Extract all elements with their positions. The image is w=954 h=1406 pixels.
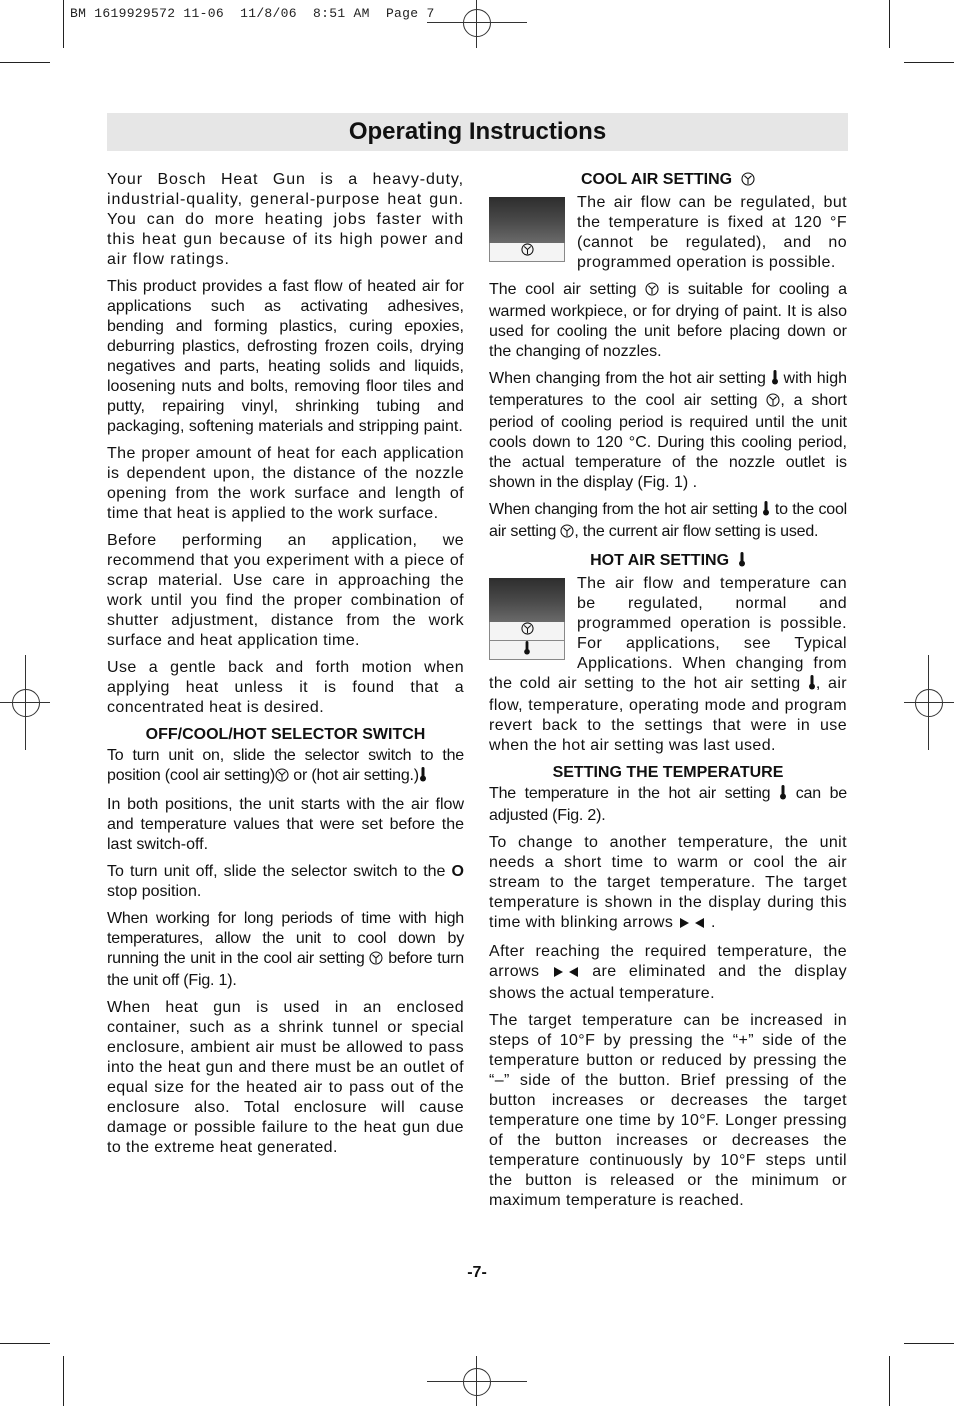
fan-icon xyxy=(521,242,534,262)
fan-icon xyxy=(275,768,289,788)
thermometer-icon xyxy=(771,369,779,391)
title-bar xyxy=(107,113,848,151)
enclosure-paragraph: When heat gun is used in an enclosed container, such as a shrink tunnel or special enclosure, ambient air must be allowed to pass into the heat gun and there must be an outlet of equal size for the heated air to pass out of the enclosure also. Total enclosure will cause damage or possible failure to the heat gun due to the extreme heat generated. xyxy=(107,999,464,1156)
crop-mark xyxy=(0,1343,50,1344)
fan-icon xyxy=(560,524,574,544)
thermometer-icon xyxy=(808,674,816,696)
thermometer-icon xyxy=(779,784,787,806)
cool-air-use-paragraph: The cool air setting is suitable for cooling a warmed workpiece, or for drying of paint. It is also used for cooling the unit before placing down or the changing of nozzles. xyxy=(489,281,848,360)
fan-icon xyxy=(766,393,780,413)
display-fan-row xyxy=(489,622,565,641)
heat-amount-paragraph: The proper amount of heat for each application is dependent upon, the distance of the nozzle opening from the work surface and length of time that heat is applied to the work surface. xyxy=(107,445,464,522)
right-column xyxy=(489,170,847,1218)
crop-mark xyxy=(904,1343,954,1344)
hot-air-heading: HOT AIR SETTING xyxy=(489,551,847,573)
fan-icon xyxy=(741,172,755,192)
experiment-paragraph: Before performing an application, we recommend that you experiment with a piece of scrap material. Use care in approaching the work until you find the proper combination of shutter adjustment, distance from the work surface and heat application time. xyxy=(107,532,464,649)
print-slug: BM 1619929572 11-06 11/8/06 8:51 AM Page 7 xyxy=(70,6,435,21)
fan-icon xyxy=(369,951,383,971)
setting-temperature-heading: SETTING THE TEMPERATURE xyxy=(552,764,784,781)
crop-mark xyxy=(889,0,890,48)
applications-paragraph: This product provides a fast flow of heated air for applications such as activating adhesives, bending and forming plastics, curing epoxies, deburring plastics, defrosting frozen coils, drying negatives and parts, heating solids and liquids, loosening nuts and bolts, removing floor tiles and putty, repairing vinyl, shrinking tubing and packaging, softening materials and stripping paint. xyxy=(107,278,464,435)
motion-paragraph: Use a gentle back and forth motion when applying heat unless it is found that a concentrated heat is desired. xyxy=(107,659,464,716)
hot-to-cool-paragraph: When changing from the hot air setting with high temperatures to the cool air setting , a short period of cooling period is required until the unit cools down to 120 °C. During this cooling period, the actual temperature of the nozzle outlet is shown in the display (Fig. 1) . xyxy=(489,370,848,491)
increase-decrease-paragraph: The target temperature can be increased in steps of 10°F by pressing the “+” side of the temperature button or reduced by pressing the “–” side of the button. Brief pressing of the button increases or decreases the target temperature one time by 10°F. Longer pressing of the button increases or decreases the temperature continuously by 10°F steps until the button is released or the minimum or maximum temperature is reached. xyxy=(489,1012,847,1209)
cool-down-paragraph: When working for long periods of time with high temperatures, allow the unit to cool down by running the unit in the cool air setting before turn the unit off (Fig. 1). xyxy=(107,910,464,989)
thermometer-icon xyxy=(738,551,746,573)
crop-mark xyxy=(63,0,64,48)
cool-air-heading: COOL AIR SETTING xyxy=(489,170,847,192)
fan-icon xyxy=(645,282,659,302)
switch-off-paragraph: To turn unit off, slide the selector switch to the O stop position. xyxy=(107,863,464,900)
crop-mark xyxy=(889,1356,890,1406)
switch-on-paragraph: To turn unit on, slide the selector switch to the position (cool air setting) or (hot air setting.) xyxy=(107,746,464,788)
intro-paragraph: Your Bosch Heat Gun is a heavy-duty, industrial-quality, general-purpose heat gun. You can do more heating jobs faster with this heat gun because of its high power and air flow ratings. xyxy=(107,171,464,268)
blinking-arrows-icon xyxy=(678,915,706,935)
display-screen xyxy=(489,578,565,622)
selector-switch-heading: OFF/COOL/HOT SELECTOR SWITCH xyxy=(145,726,426,743)
crop-mark xyxy=(0,62,50,63)
reached-temperature-paragraph: After reaching the required temperature, the arrows are eliminated and the display shows the actual temperature. xyxy=(489,943,847,1002)
air-flow-used-paragraph: When changing from the hot air setting to the cool air setting , the current air flow setting is used. xyxy=(489,500,847,544)
change-temperature-paragraph: To change to another temperature, the unit needs a short time to warm or cool the air stream to the target temperature. The target temperature is shown in the display during this time with blinking arrows . xyxy=(489,833,847,935)
fan-icon xyxy=(521,621,534,641)
display-fan-row xyxy=(489,243,565,262)
cool-setting-display-figure xyxy=(489,197,565,262)
cool-air-intro: The air flow can be regulated, but the temperature is fixed at 120 °F (cannot be regulated), and no programmed operation is possible. xyxy=(577,194,847,271)
left-column xyxy=(107,170,464,1165)
switch-positions-paragraph: In both positions, the unit starts with the air flow and temperature values that were set before the last switch-off. xyxy=(107,796,464,853)
crop-mark xyxy=(63,1356,64,1406)
hot-air-paragraph: The air flow and temperature can be regulated, normal and programmed operation is possible. For applications, see Typical Applications. When changing from the cold air setting to the hot air setting , air flow, temperature, operating mode and program revert back to the settings that were in use when the hot air setting was last used. xyxy=(489,575,848,754)
display-screen xyxy=(489,197,565,243)
page-number: -7- xyxy=(467,1264,487,1281)
thermometer-icon xyxy=(523,640,531,661)
hot-setting-display-figure xyxy=(489,578,565,660)
page-title: Operating Instructions xyxy=(348,118,607,145)
blinking-arrows-icon xyxy=(552,964,580,984)
thermometer-icon xyxy=(419,766,427,788)
crop-mark xyxy=(904,62,954,63)
temperature-adjust-paragraph: The temperature in the hot air setting can be adjusted (Fig. 2). xyxy=(489,785,847,824)
display-thermometer-row xyxy=(489,641,565,660)
